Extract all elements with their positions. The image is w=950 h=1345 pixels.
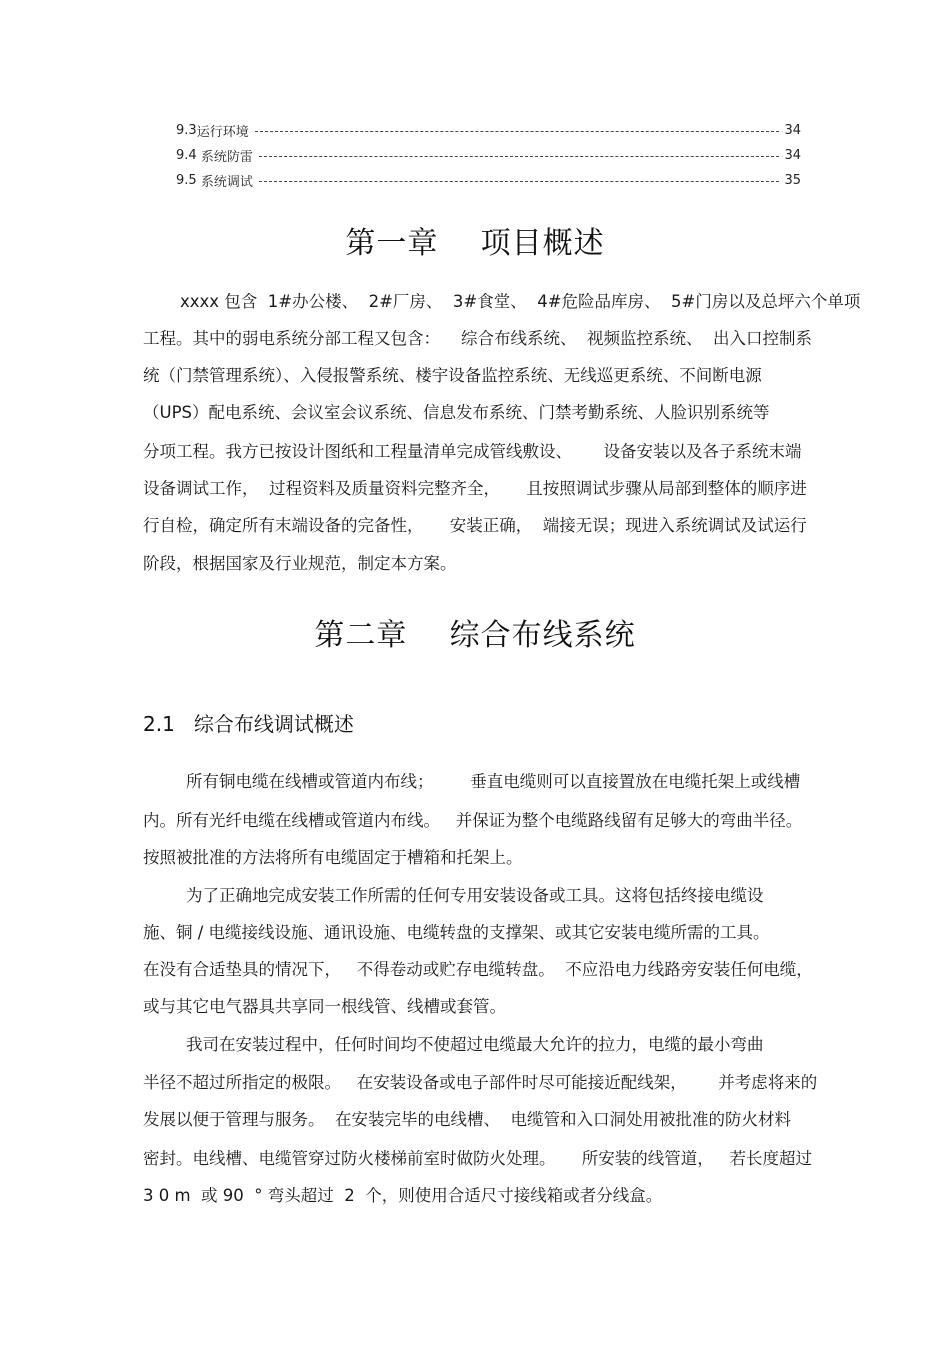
paragraph-line: 所有铜电缆在线槽或管道内布线； 垂直电缆则可以直接置放在电缆托架上或线槽 [186,772,801,791]
paragraph-line: 设备调试工作， 过程资料及质量资料完整齐全， 且按照调试步骤从局部到整体的顺序进 [143,479,807,498]
paragraph-line: 按照被批准的方法将所有电缆固定于槽箱和托架上。 [143,848,523,867]
toc-title: 运行环境 [196,124,249,140]
toc-leader [259,155,779,157]
paragraph-line: 内。所有光纤电缆在线槽或管道内布线。 并保证为整个电缆路线留有足够大的弯曲半径。 [143,811,803,830]
chapter-2-title: 第二章 综合布线系统 [314,618,636,653]
paragraph-line: 密封。电线槽、电缆管穿过防火楼梯前室时做防火处理。 所安装的线管道， 若长度超过 [143,1149,812,1168]
paragraph-line: 半径不超过所指定的极限。 在安装设备或电子部件时尽可能接近配线架， 并考虑将来的 [143,1073,818,1092]
paragraph-line: 分项工程。我方已按设计图纸和工程量清单完成管线敷设、 设备安装以及各子系统末端 [143,442,802,461]
paragraph-line: 阶段，根据国家及行业规范，制定本方案。 [143,554,457,573]
toc-entry[interactable] [176,120,801,140]
paragraph-line: 为了正确地完成安装工作所需的任何专用安装设备或工具。这将包括终接电缆设 [186,886,764,905]
paragraph-line: 3 0 m 或 90 ° 弯头超过 2 个，则使用合适尺寸接线箱或者分线盒。 [143,1186,663,1205]
toc-page-number: 34 [784,147,801,163]
paragraph-line: xxxx 包含 1#办公楼、 2#厂房、 3#食堂、 4#危险品库房、 5#门房以及总坪六个单项 [180,292,861,311]
toc-leader [255,130,779,132]
toc-entry[interactable] [176,145,801,165]
paragraph-line: 统（门禁管理系统）、入侵报警系统、楼宇设备监控系统、无线巡更系统、不间断电源 [143,366,762,385]
toc-page-number: 34 [784,122,801,138]
toc-title: 系统调试 [196,174,253,190]
toc-entry[interactable] [176,170,801,190]
toc-number: 9.4 [176,147,197,163]
paragraph-line: 发展以便于管理与服务。 在安装完毕的电线槽、 电缆管和入口洞处用被批准的防火材料 [143,1110,791,1129]
paragraph-line: 施、铜 / 电缆接线设施、通讯设施、电缆转盘的支撑架、或其它安装电缆所需的工具。 [143,923,770,942]
paragraph-line: 工程。其中的弱电系统分部工程又包含： 综合布线系统、 视频监控系统、 出入口控制系 [143,329,812,348]
chapter-1-title: 第一章 项目概述 [345,226,605,261]
paragraph-line: 行自检，确定所有末端设备的完备性， 安装正确， 端接无误；现进入系统调试及试运行 [143,516,807,535]
paragraph-line: 在没有合适垫具的情况下， 不得卷动或贮存电缆转盘。 不应沿电力线路旁安装任何电缆， [143,960,813,979]
paragraph-line: （UPS）配电系统、会议室会议系统、信息发布系统、门禁考勤系统、人脸识别系统等 [143,403,770,422]
paragraph-line: 我司在安装过程中，任何时间均不使超过电缆最大允许的拉力，电缆的最小弯曲 [186,1035,764,1054]
toc-page-number: 35 [784,172,801,188]
toc-number: 9.3 [176,122,197,138]
toc-title: 系统防雷 [196,149,253,165]
toc-number: 9.5 [176,172,197,188]
section-heading: 2.1 综合布线调试概述 [143,712,354,736]
toc-leader [259,180,779,182]
paragraph-line: 或与其它电气器具共享同一根线管、线槽或套管。 [143,997,506,1016]
